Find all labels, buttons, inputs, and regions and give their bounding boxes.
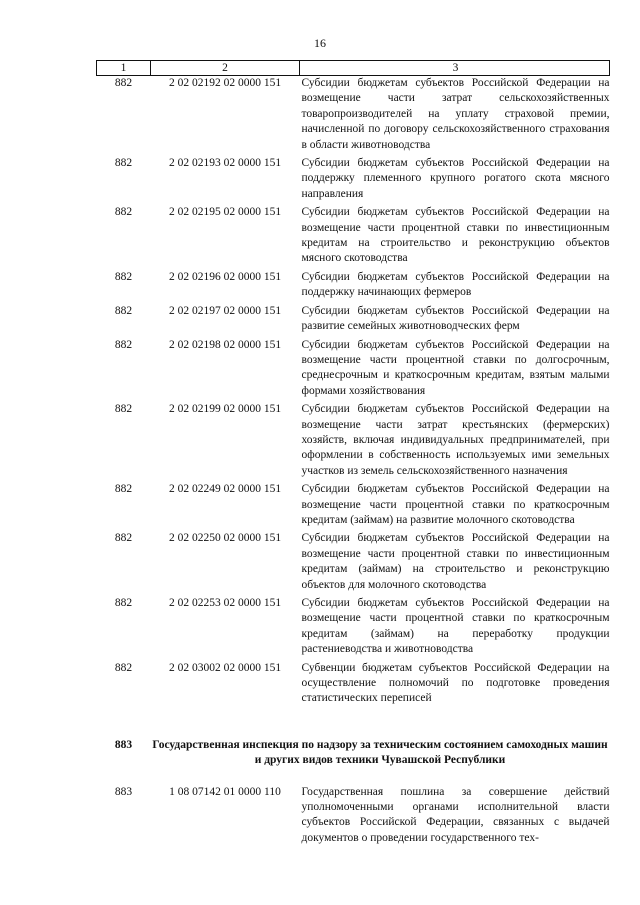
admin-code-cell: 883 — [114, 785, 133, 798]
admin-code-cell: 882 — [114, 157, 133, 170]
description-cell: Субсидии бюджетам субъектов Российской Федерации на возмещение части процентной ставки по инвестиционным кредитам (займам) на строительство и реконструкцию объектов для молочного скотоводства — [301, 532, 610, 591]
admin-code-cell: 882 — [114, 77, 133, 89]
admin-code-cell: 882 — [114, 532, 133, 545]
admin-code-cell: 882 — [114, 403, 133, 416]
table-body — [97, 76, 610, 710]
admin-code-cell: 882 — [114, 338, 133, 351]
table-row — [97, 304, 610, 338]
table-row — [97, 531, 610, 596]
description-cell: Субсидии бюджетам субъектов Российской Федерации на возмещение части процентной ставки по инвестиционным кредитам на строительство и реконструкцию объектов мясного скотоводства — [301, 206, 610, 265]
budget-code-cell: 1 08 07142 01 0000 110 — [169, 785, 281, 798]
table-row — [97, 205, 610, 270]
table-row — [97, 785, 610, 850]
table-row — [97, 156, 610, 205]
description-cell: Субсидии бюджетам субъектов Российской Федерации на поддержку племенного крупного рогатого скота мясного направления — [301, 157, 610, 200]
description-cell: Субсидии бюджетам субъектов Российской Федерации на возмещение части процентной ставки по краткосрочным кредитам (займам) на переработку продукции растениеводства и животноводства — [301, 597, 610, 656]
description-cell: Государственная пошлина за совершение действий уполномоченными органами исполнительной власти субъектов Российской Федерации, связанных с выдачей документов о проведении государственного тех- — [301, 785, 610, 844]
table-row — [97, 270, 610, 304]
budget-code-cell: 2 02 02197 02 0000 151 — [168, 304, 282, 317]
admin-code-cell: 882 — [114, 483, 133, 496]
table-header-row — [97, 61, 610, 76]
admin-code-cell: 882 — [114, 597, 133, 609]
budget-code-cell: 2 02 02195 02 0000 151 — [168, 206, 282, 219]
description-cell: Субсидии бюджетам субъектов Российской Федерации на развитие семейных животноводческих ферм — [301, 304, 610, 333]
description-cell: Субвенции бюджетам субъектов Российской Федерации на осуществление полномочий по подготовке проведения статистических переписей — [301, 661, 610, 705]
table-row — [97, 661, 610, 710]
budget-codes-table — [96, 60, 610, 849]
description-cell: Субсидии бюджетам субъектов Российской Федерации на возмещение части затрат крестьянских (фермерских) хозяйств, включая индивидуальных предпринимателей, при оформлении в собственность используемых ими земельных участков из земель сельскохозяйственного назначения — [301, 403, 610, 477]
description-cell: Субсидии бюджетам субъектов Российской Федерации на возмещение части затрат сельскохозяйственных товаропроизводителей на уплату страховой премии, начисленной по договору сельскохозяйственного страхования в области животноводства — [301, 77, 610, 151]
table-row — [97, 402, 610, 482]
column-header-1: 1 — [97, 61, 151, 76]
budget-code-cell: 2 02 02253 02 0000 151 — [168, 597, 282, 609]
budget-code-cell: 2 02 02199 02 0000 151 — [168, 403, 282, 416]
budget-code-cell: 2 02 02250 02 0000 151 — [168, 532, 282, 545]
section-code: 883 — [114, 738, 133, 751]
description-cell: Субсидии бюджетам субъектов Российской Федерации на поддержку начинающих фермеров — [301, 270, 610, 299]
admin-code-cell: 882 — [114, 270, 133, 283]
description-cell: Субсидии бюджетам субъектов Российской Федерации на возмещение части процентной ставки по долгосрочным, среднесрочным и краткосрочным кредитам, взятым малыми формами хозяйствования — [301, 338, 610, 397]
column-header-3: 3 — [300, 61, 610, 76]
table-row — [97, 482, 610, 531]
table-row — [97, 596, 610, 661]
table-row — [97, 338, 610, 403]
budget-code-cell: 2 02 03002 02 0000 151 — [168, 661, 282, 674]
admin-code-cell: 882 — [114, 206, 133, 219]
budget-code-cell: 2 02 02249 02 0000 151 — [168, 483, 282, 496]
budget-code-cell: 2 02 02198 02 0000 151 — [168, 338, 282, 351]
budget-code-cell: 2 02 02192 02 0000 151 — [168, 77, 282, 89]
page-number: 16 — [314, 36, 326, 50]
budget-code-cell: 2 02 02193 02 0000 151 — [168, 157, 282, 170]
section-title: Государственная инспекция по надзору за техническим состоянием самоходных машин и других видов техники Чувашской Республики — [152, 738, 608, 767]
admin-code-cell: 882 — [114, 661, 133, 674]
admin-code-cell: 882 — [114, 304, 133, 317]
budget-code-cell: 2 02 02196 02 0000 151 — [168, 270, 282, 283]
table-row — [97, 76, 610, 157]
table-body-continued — [97, 785, 610, 850]
description-cell: Субсидии бюджетам субъектов Российской Федерации на возмещение части процентной ставки по краткосрочным кредитам (займам) на развитие молочного скотоводства — [301, 483, 610, 526]
section-header-row — [97, 710, 610, 785]
column-header-2: 2 — [151, 61, 300, 76]
